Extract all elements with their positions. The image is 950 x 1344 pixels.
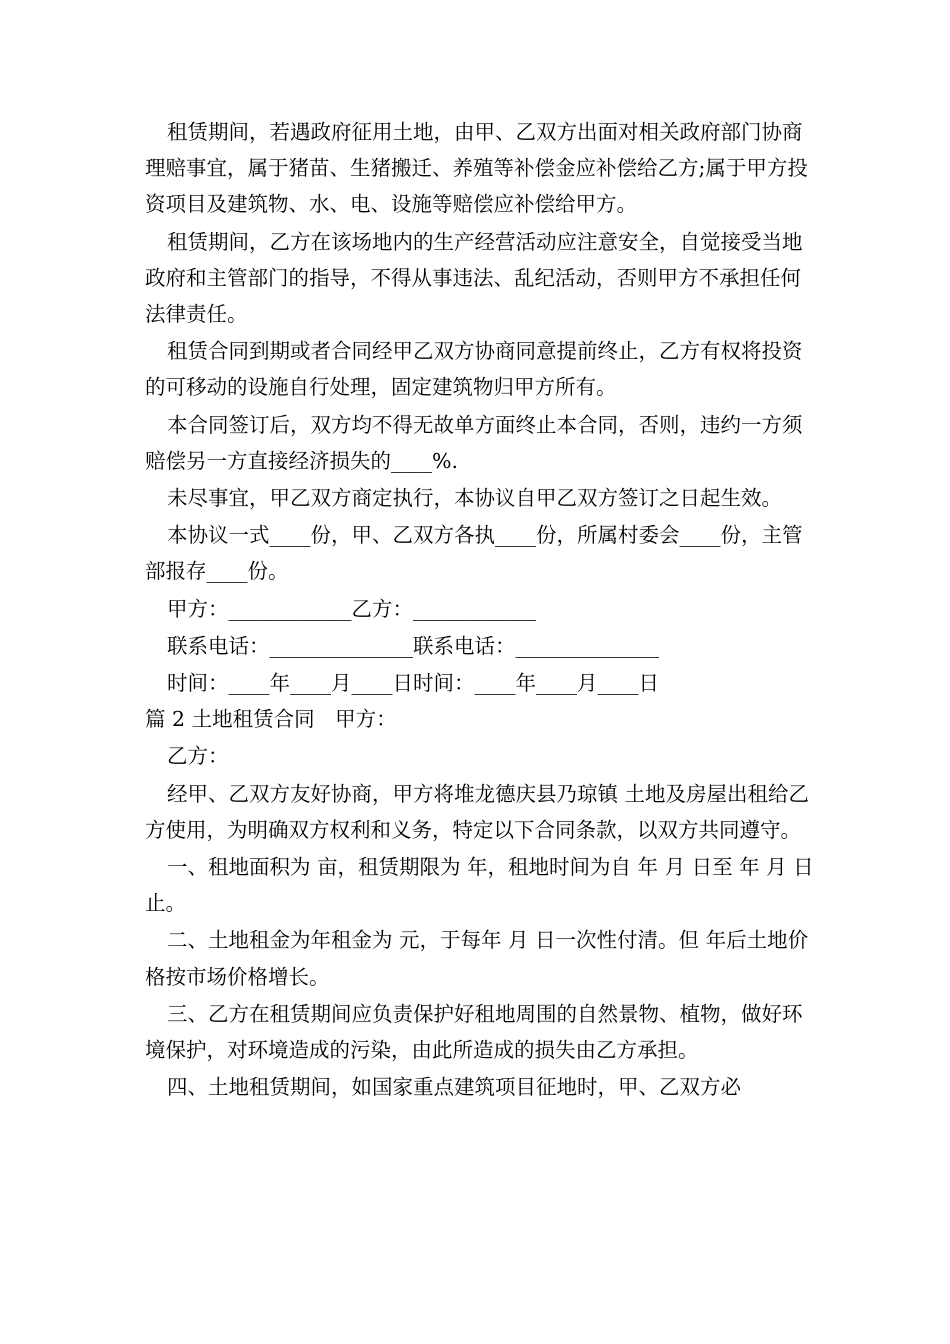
signature-date-line: 时间：____年____月____日时间：____年____月____日	[167, 671, 659, 696]
signature-phone-line: 联系电话：______________联系电话：______________	[167, 633, 659, 658]
party-b-label: 乙方：	[167, 744, 229, 769]
paragraph-copies: 本协议一式____份，甲、乙双方各执____份，所属村委会____份，主管部报存____份。	[145, 523, 803, 584]
paragraph-contract-termination: 租赁合同到期或者合同经甲乙双方协商同意提前终止，乙方有权将投资的可移动的设施自行处理，固定建筑物归甲方所有。	[145, 339, 803, 400]
paragraph-land-expropriation: 租赁期间，若遇政府征用土地，由甲、乙双方出面对相关政府部门协商理赔事宜，属于猪苗、生猪搬迁、养殖等补偿金应补偿给乙方;属于甲方投资项目及建筑物、水、电、设施等赔偿应补偿给甲方。	[145, 120, 808, 217]
paragraph-breach-compensation: 本合同签订后，双方均不得无故单方面终止本合同，否则，违约一方须赔偿另一方直接经济损失的____%.	[145, 412, 803, 473]
document-body	[145, 114, 817, 1105]
clause-4-state-acquisition: 四、土地租赁期间，如国家重点建筑项目征地时，甲、乙双方必	[167, 1075, 741, 1100]
clause-3-environment: 三、乙方在租赁期间应负责保护好租地周围的自然景物、植物，做好环境保护，对环境造成的污染，由此所造成的损失由乙方承担。	[145, 1001, 803, 1063]
paragraph-unresolved-matters: 未尽事宜，甲乙双方商定执行，本协议自甲乙双方签订之日起生效。	[167, 486, 782, 511]
clause-1-area-term: 一、租地面积为 亩，租赁期限为 年，租地时间为自 年 月 日至 年 月 日止。	[145, 855, 814, 916]
section-heading-land-lease-contract: 篇 2 土地租赁合同 甲方：	[145, 707, 397, 732]
signature-parties-line: 甲方：____________乙方：____________	[167, 596, 536, 621]
clause-2-rent: 二、土地租金为年租金为 元，于每年 月 日一次性付清。但 年后土地价格按市场价格增长。	[145, 928, 809, 989]
paragraph-safety-duty: 租赁期间，乙方在该场地内的生产经营活动应注意安全，自觉接受当地政府和主管部门的指导，不得从事违法、乱纪活动，否则甲方不承担任何法律责任。	[145, 229, 803, 327]
paragraph-lease-intro: 经甲、乙双方友好协商，甲方将堆龙德庆县乃琼镇 土地及房屋出租给乙方使用，为明确双方权利和义务，特定以下合同条款，以双方共同遵守。	[145, 781, 810, 842]
